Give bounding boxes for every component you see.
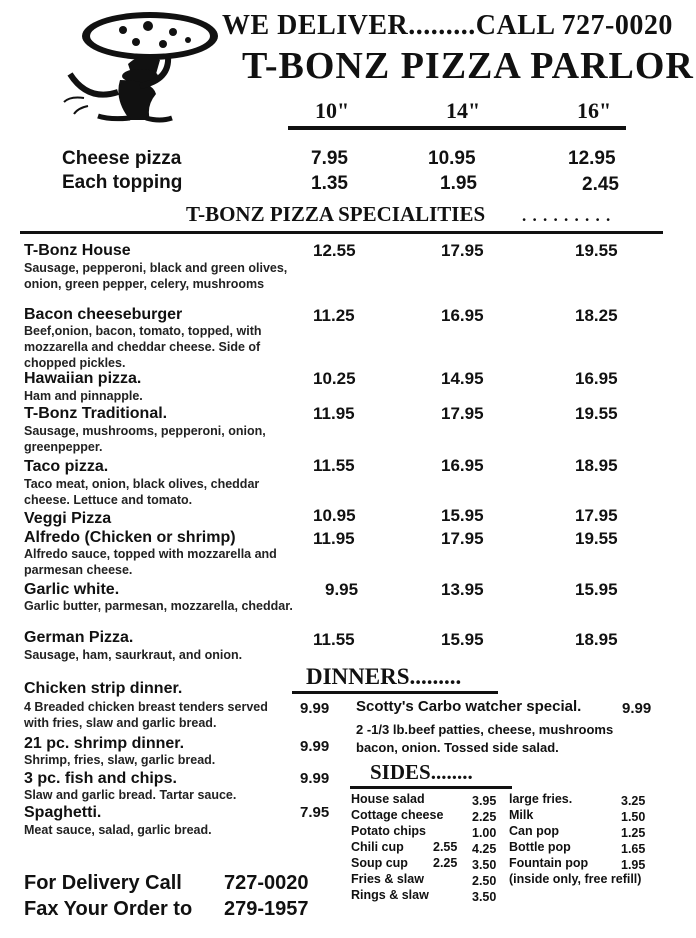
drink-item-name: Milk	[509, 808, 534, 822]
speciality-price-14: 16.95	[441, 456, 484, 475]
speciality-name: Hawaiian pizza.	[24, 370, 142, 387]
delivery-call-label: For Delivery Call	[24, 872, 182, 894]
side-item-name: Chili cup	[351, 840, 404, 854]
speciality-desc: Sausage, mushrooms, pepperoni, onion, greenpepper.	[24, 424, 266, 454]
each-topping-price-14: 1.95	[440, 173, 477, 194]
cheese-pizza-price-16: 12.95	[568, 148, 616, 169]
drink-refill-note: (inside only, free refill)	[509, 872, 642, 886]
speciality-price-16: 18.95	[575, 630, 618, 649]
speciality-desc: Beef,onion, bacon, tomato, topped, with mozzarella and cheddar cheese. Side of chopped pickles.	[24, 324, 262, 370]
cheese-pizza-price-10: 7.95	[311, 148, 348, 169]
speciality-desc: Ham and pinnapple.	[24, 389, 143, 403]
each-topping-price-10: 1.35	[311, 173, 348, 194]
drink-item-name: Can pop	[509, 824, 559, 838]
side-item-price: 2.50	[472, 874, 497, 888]
speciality-name: T-Bonz House	[24, 242, 131, 259]
speciality-price-16: 19.55	[575, 529, 618, 548]
speciality-price-10: 11.95	[313, 529, 355, 548]
speciality-price-16: 19.55	[575, 241, 618, 260]
speciality-price-14: 17.95	[441, 404, 484, 423]
side-item-name: Cottage cheese	[351, 808, 444, 822]
specialities-heading: T-BONZ PIZZA SPECIALITIES	[186, 202, 486, 226]
sides-heading: SIDES........	[370, 760, 473, 784]
speciality-price-14: 13.95	[441, 580, 484, 599]
speciality-price-14: 15.95	[441, 506, 484, 525]
side-item-price: 1.00	[472, 826, 497, 840]
speciality-price-10: 11.95	[313, 404, 355, 423]
speciality-price-14: 15.95	[441, 630, 484, 649]
dinner-name: 3 pc. fish and chips.	[24, 770, 177, 787]
pizza-chef-logo-icon	[28, 6, 218, 124]
speciality-name: T-Bonz Traditional.	[24, 405, 168, 422]
speciality-name: Garlic white.	[24, 581, 120, 598]
side-item-name: Soup cup	[351, 856, 408, 870]
speciality-price-10: 12.55	[313, 241, 356, 260]
speciality-desc: Sausage, ham, saurkraut, and onion.	[24, 648, 243, 662]
scotty-special-name: Scotty's Carbo watcher special.	[356, 698, 582, 715]
speciality-desc: Sausage, pepperoni, black and green olives, onion, green pepper, celery, mushrooms	[24, 261, 288, 291]
dinners-divider	[292, 691, 498, 694]
speciality-name: German Pizza.	[24, 629, 134, 646]
dinner-name: Spaghetti.	[24, 804, 102, 821]
delivery-call-number: 727-0020	[224, 872, 309, 894]
dinner-desc: Slaw and garlic bread. Tartar sauce.	[24, 788, 237, 802]
speciality-price-16: 17.95	[575, 506, 618, 525]
speciality-price-16: 15.95	[575, 580, 618, 599]
speciality-price-14: 17.95	[441, 529, 484, 548]
size-14-header: 14"	[446, 98, 481, 123]
speciality-name: Veggi Pizza	[24, 510, 112, 527]
side-item-price: 3.50	[472, 890, 497, 904]
speciality-desc: Alfredo sauce, topped with mozzarella and parmesan cheese.	[24, 547, 277, 577]
drink-item-price: 3.25	[621, 794, 646, 808]
dinner-name: 21 pc. shrimp dinner.	[24, 735, 185, 752]
scotty-special-desc-line2: bacon, onion. Tossed side salad.	[356, 740, 559, 755]
side-item-price: 4.25	[472, 842, 497, 856]
dinner-desc: 4 Breaded chicken breast tenders served with fries, slaw and garlic bread.	[24, 700, 268, 730]
cheese-pizza-price-14: 10.95	[428, 148, 476, 169]
side-item-name: House salad	[351, 792, 425, 806]
dinner-name: Chicken strip dinner.	[24, 680, 183, 697]
speciality-price-14: 17.95	[441, 241, 484, 260]
side-item-name: Fries & slaw	[351, 872, 424, 886]
side-item-price: 2.25	[472, 810, 497, 824]
speciality-price-10: 11.25	[313, 306, 355, 325]
scotty-special-desc-line1: 2 -1/3 lb.beef patties, cheese, mushrooms	[356, 722, 614, 737]
dinner-desc: Shrimp, fries, slaw, garlic bread.	[24, 753, 216, 767]
each-topping-price-16: 2.45	[582, 174, 619, 195]
header-divider	[288, 126, 626, 130]
drink-item-price: 1.95	[621, 858, 646, 872]
speciality-desc: Taco meat, onion, black olives, cheddar cheese. Lettuce and tomato.	[24, 477, 260, 507]
speciality-price-14: 14.95	[441, 369, 484, 388]
speciality-price-16: 18.95	[575, 456, 618, 475]
speciality-price-14: 16.95	[441, 306, 484, 325]
size-10-header: 10"	[315, 98, 350, 123]
size-16-header: 16"	[577, 98, 612, 123]
dinner-desc: Meat sauce, salad, garlic bread.	[24, 823, 212, 837]
speciality-price-10: 10.95	[313, 506, 356, 525]
speciality-price-16: 16.95	[575, 369, 618, 388]
speciality-name: Bacon cheeseburger	[24, 306, 183, 323]
speciality-price-10: 11.55	[313, 456, 355, 475]
dinner-price: 9.99	[300, 770, 330, 787]
dinners-heading: DINNERS.........	[306, 664, 462, 689]
speciality-name: Alfredo (Chicken or shrimp)	[24, 529, 236, 546]
fax-order-label: Fax Your Order to	[24, 898, 193, 920]
drink-item-price: 1.50	[621, 810, 646, 824]
cheese-pizza-label: Cheese pizza	[62, 148, 182, 169]
drink-item-name: large fries.	[509, 792, 573, 806]
speciality-price-10: 10.25	[313, 369, 356, 388]
drink-item-name: Bottle pop	[509, 840, 571, 854]
sides-divider	[350, 786, 512, 789]
each-topping-label: Each topping	[62, 172, 183, 193]
dinner-price: 9.99	[300, 738, 330, 755]
drink-item-price: 1.25	[621, 826, 646, 840]
dinner-price: 9.99	[300, 700, 330, 717]
side-item-name: Potato chips	[351, 824, 427, 838]
drink-item-name: Fountain pop	[509, 856, 589, 870]
speciality-desc: Garlic butter, parmesan, mozzarella, cheddar.	[24, 599, 293, 613]
side-item-name: Rings & slaw	[351, 888, 429, 902]
side-item-price: 3.50	[472, 858, 497, 872]
side-item-small-price: 2.25	[433, 856, 458, 870]
side-item-small-price: 2.55	[433, 840, 458, 854]
speciality-price-10: 9.95	[325, 580, 359, 599]
restaurant-title: T-BONZ PIZZA PARLOR	[242, 45, 694, 87]
fax-order-number: 279-1957	[224, 898, 309, 920]
drink-item-price: 1.65	[621, 842, 646, 856]
speciality-price-16: 19.55	[575, 404, 618, 423]
specialities-divider	[20, 231, 663, 234]
speciality-price-16: 18.25	[575, 306, 618, 325]
scotty-special-price: 9.99	[622, 700, 652, 717]
side-item-price: 3.95	[472, 794, 497, 808]
delivery-banner: WE DELIVER.........CALL 727-0020	[222, 10, 673, 41]
speciality-name: Taco pizza.	[24, 458, 109, 475]
dinner-price: 7.95	[300, 804, 330, 821]
specialities-dots: . . . . . . . . .	[522, 206, 612, 225]
speciality-price-10: 11.55	[313, 630, 355, 649]
